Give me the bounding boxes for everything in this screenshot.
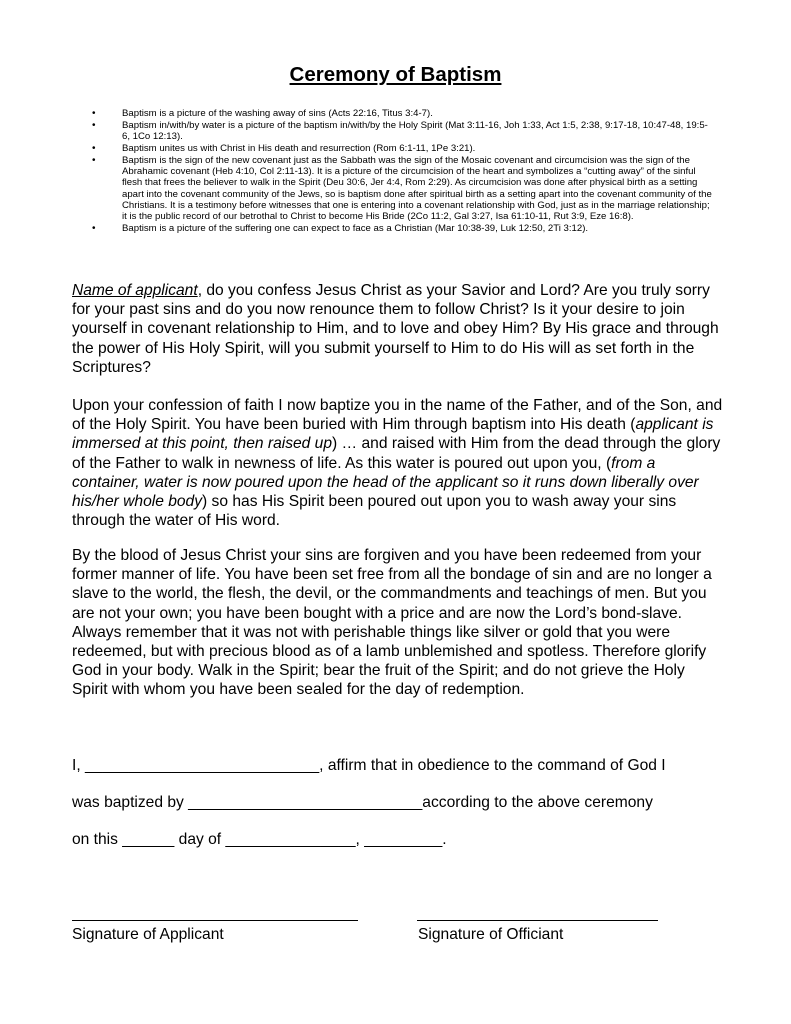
officiant-signature-label: Signature of Officiant (418, 926, 564, 943)
applicant-signature-label: Signature of Applicant (72, 926, 224, 943)
applicant-signature-line (72, 920, 358, 921)
list-item: • Baptism is a picture of the washing away of sins (Acts 22:16, Titus 3:4-7). (92, 108, 712, 119)
applicant-name-placeholder: Name of applicant (72, 282, 198, 299)
officiant-signature-line (417, 920, 658, 921)
list-item: • Baptism unites us with Christ in His death and resurrection (Rom 6:1-11, 1Pe 3:21). (92, 143, 712, 154)
document-title: Ceremony of Baptism (289, 63, 502, 86)
paragraph-text: , do you confess Jesus Christ as your Savior and Lord? Are you truly sorry for your past sins and do you now renounce them to follow Christ? Is it your desire to join yourself in covenant relationship to Him, and to love and obey Him? By His grace and through the power of His Holy Spirit, will you submit yourself to Him to do His will as set forth in the Scriptures? (72, 282, 719, 376)
baptism-declaration-paragraph (72, 396, 724, 530)
paragraph-text: Upon your confession of faith I now baptize you in the name of the Father, and of the Son, and of the Holy Spirit. You have been buried with Him through baptism into His death ( (72, 397, 723, 434)
paragraph-text: ) … and raised with Him from the dead through the glory of the Father to walk in newness of life. As this water is poured out upon you, ( (72, 435, 721, 472)
stage-direction: applicant is immersed at this point, then raised up (72, 416, 714, 453)
affirmation-line-3: on this ______ day of _______________, _________. (72, 831, 447, 848)
confession-questions-paragraph (72, 281, 724, 377)
redemption-paragraph: By the blood of Jesus Christ your sins are forgiven and you have been redeemed from your former manner of life. You have been set free from all the bondage of sin and are no longer a slave to the world, the flesh, the devil, or the commandments and teachings of men. But you are not your own; you have been bought with a price and are now the Lord’s bond-slave. Always remember that it was not with perishable things like silver or gold that you were redeemed, but with precious blood as of a lamb unblemished and spotless. Therefore glorify God in your body. Walk in the Spirit; bear the fruit of the Spirit; and do not grieve the Holy Spirit with whom you have been sealed for the day of redemption. (72, 547, 712, 699)
affirmation-line-2: was baptized by ___________________________according to the above ceremony (72, 794, 653, 811)
list-item: • Baptism is a picture of the suffering one can expect to face as a Christian (Mar 10:38-39, Luk 12:50, 2Ti 3:12). (92, 223, 712, 234)
affirmation-line-1: I, ___________________________, affirm that in obedience to the command of God I (72, 757, 666, 774)
paragraph-text: ) so has His Spirit been poured out upon you to wash away your sins through the water of His word. (72, 493, 677, 530)
baptism-meaning-list (92, 108, 712, 235)
stage-direction: from a container, water is now poured upon the head of the applicant so it runs down liberally over his/her whole body (72, 454, 699, 511)
list-item: • Baptism is the sign of the new covenant just as the Sabbath was the sign of the Mosaic covenant and circumcision was the sign of the Abrahamic covenant (Heb 4:10, Col 2:11-13). It is a picture of the circumcision of the heart and symbolizes a “cutting away” of the sinful flesh that frees the believer to walk in the Spirit (Deu 30:6, Jer 4:4, Rom 2:29). As circumcision was done after physical birth as a setting apart into the covenant community of the Jews, so is baptism done after spiritual birth as a setting apart into the covenant community of the Christians. It is a testimony before witnesses that one is entering into a covenant relationship with God, just as in the marriage relationship; it is the public record of our betrothal to Christ to become His Bride (2Co 11:2, Gal 3:27, Isa 61:10-11, Rut 3:9, Eze 16:8). (92, 155, 712, 223)
list-item: • Baptism in/with/by water is a picture of the baptism in/with/by the Holy Spirit (Mat 3:11-16, Joh 1:33, Act 1:5, 2:38, 9:17-18, 10:47-48, 19:5-6, 1Co 12:13). (92, 120, 712, 143)
